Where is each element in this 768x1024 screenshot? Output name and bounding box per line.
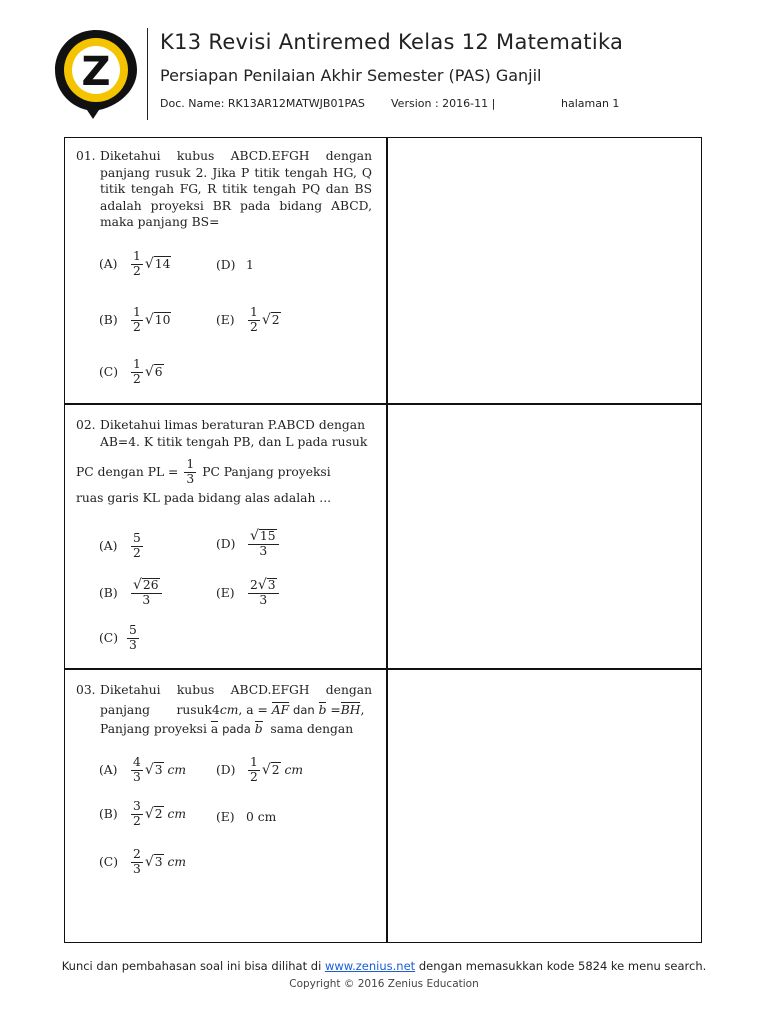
- fraction: 2 √ 3 3: [248, 578, 279, 608]
- header-divider: [147, 28, 148, 120]
- fraction: $\frac{4}{3}$: [133, 755, 141, 784]
- square-root: √ 3: [144, 854, 163, 871]
- doc-version: Version : 2016-11 |: [391, 97, 496, 110]
- question-text-line: Diketahui limas beraturan P.ABCD dengan: [100, 418, 366, 432]
- option-label: (C): [99, 365, 119, 380]
- square-root: √ 14: [144, 256, 171, 273]
- zenius-logo-icon: [53, 28, 139, 120]
- option-label: (B): [99, 807, 118, 822]
- column-divider: [386, 138, 388, 942]
- option-label: (C): [99, 631, 119, 646]
- option-d[interactable]: [216, 258, 254, 272]
- option-b[interactable]: [99, 578, 164, 608]
- question-text-line: PC dengan PL = $\frac{1}{3}$ PC Panjang proyeksi: [76, 457, 331, 486]
- question-text-line: Panjang proyeksi a pada b sama dengan: [100, 722, 354, 736]
- option-b[interactable]: (B) $\frac{3}{2}$ √ 2 cm: [99, 799, 187, 828]
- fraction: $\frac{5}{2}$: [133, 531, 141, 560]
- copyright: Copyright © 2016 Zenius Education: [289, 978, 479, 990]
- option-c[interactable]: (C) $\frac{2}{3}$ √ 3 cm: [99, 847, 187, 876]
- option-label: (A): [99, 257, 118, 272]
- option-e[interactable]: [216, 306, 281, 334]
- option-a[interactable]: [99, 532, 145, 560]
- question-text-line: maka panjang BS=: [100, 215, 220, 229]
- fraction: √ 26 3: [131, 578, 162, 608]
- square-root: √ 3: [144, 762, 163, 779]
- fraction: $\frac{1}{2}$: [133, 305, 141, 334]
- option-e[interactable]: [216, 578, 281, 608]
- fraction: $\frac{1}{2}$: [250, 755, 258, 784]
- option-a[interactable]: [99, 250, 171, 278]
- option-label: (C): [99, 855, 119, 870]
- question-text-line: panjang rusuk 2. Jika P titik tengah HG, Q: [100, 165, 372, 180]
- option-label: (B): [99, 313, 118, 328]
- option-d[interactable]: [216, 529, 281, 559]
- page-subtitle: Persiapan Penilaian Akhir Semester (PAS) Ganjil: [160, 66, 542, 85]
- question-text-line: Diketahui kubus ABCD.EFGH dengan: [100, 683, 372, 697]
- option-label: (A): [99, 539, 118, 554]
- question-table: [64, 137, 702, 943]
- square-root: √ 2: [261, 312, 280, 329]
- question-text-line: adalah proyeksi BR pada bidang ABCD,: [100, 198, 372, 213]
- option-label: (E): [216, 585, 235, 600]
- option-c[interactable]: [99, 358, 164, 386]
- row-divider: [65, 403, 701, 405]
- option-label: (E): [216, 313, 235, 328]
- option-a[interactable]: (A) $\frac{4}{3}$ √ 3 cm: [99, 755, 187, 784]
- square-root: √ 10: [144, 312, 171, 329]
- question-2: [76, 417, 372, 507]
- fraction: $\frac{2}{3}$: [133, 847, 141, 876]
- fraction: $\frac{3}{2}$: [133, 799, 141, 828]
- question-number: 02.: [76, 418, 96, 432]
- question-1: [76, 148, 372, 231]
- page-number: halaman 1: [561, 97, 620, 110]
- fraction: $\frac{1}{2}$: [133, 249, 141, 278]
- question-text-line: AB=4. K titik tengah PB, dan L pada rusuk: [100, 434, 368, 449]
- footer-text: dengan memasukkan kode 5824 ke menu search.: [418, 959, 707, 973]
- option-value: 0 cm: [246, 810, 277, 824]
- question-text-line: panjang rusuk 4 cm , a = AF dan b = BH ,: [100, 702, 365, 717]
- page-title: K13 Revisi Antiremed Kelas 12 Matematika: [160, 30, 624, 54]
- doc-name: Doc. Name: RK13AR12MATWJB01PAS: [160, 97, 365, 110]
- option-value: 1: [246, 258, 254, 272]
- row-divider: [65, 668, 701, 670]
- option-label: (D): [216, 536, 236, 551]
- option-label: (B): [99, 585, 118, 600]
- question-number: 01.: [76, 149, 96, 163]
- option-label: (D): [216, 763, 236, 778]
- option-label: (E): [216, 810, 235, 824]
- option-c[interactable]: [99, 624, 141, 652]
- question-3: [76, 682, 372, 738]
- question-number: 03.: [76, 683, 96, 697]
- fraction: $\frac{1}{2}$: [250, 305, 258, 334]
- fraction: $\frac{5}{3}$: [129, 623, 137, 652]
- option-label: (A): [99, 763, 118, 778]
- option-label: (D): [216, 258, 236, 272]
- square-root: √ 2: [261, 762, 280, 779]
- fraction: $\frac{1}{2}$: [133, 357, 141, 386]
- footer-note: [0, 959, 768, 973]
- square-root: √ 2: [144, 806, 163, 823]
- fraction: $\frac{1}{3}$: [186, 457, 195, 486]
- footer-text: Kunci dan pembahasan soal ini bisa dilihat di: [61, 959, 322, 973]
- option-b[interactable]: [99, 306, 171, 334]
- fraction: √ 15 3: [248, 529, 279, 559]
- option-e[interactable]: [216, 810, 276, 824]
- option-d[interactable]: (D) $\frac{1}{2}$ √ 2 cm: [216, 755, 304, 784]
- zenius-link[interactable]: www.zenius.net: [324, 959, 416, 973]
- question-text-line: Diketahui kubus ABCD.EFGH dengan: [100, 149, 372, 163]
- logo-letter: Z: [81, 49, 111, 95]
- question-text-line: titik tengah FG, R titik tengah PQ dan BS: [100, 182, 372, 196]
- question-text-line: ruas garis KL pada bidang alas adalah ...: [76, 491, 332, 506]
- square-root: √ 6: [144, 364, 163, 381]
